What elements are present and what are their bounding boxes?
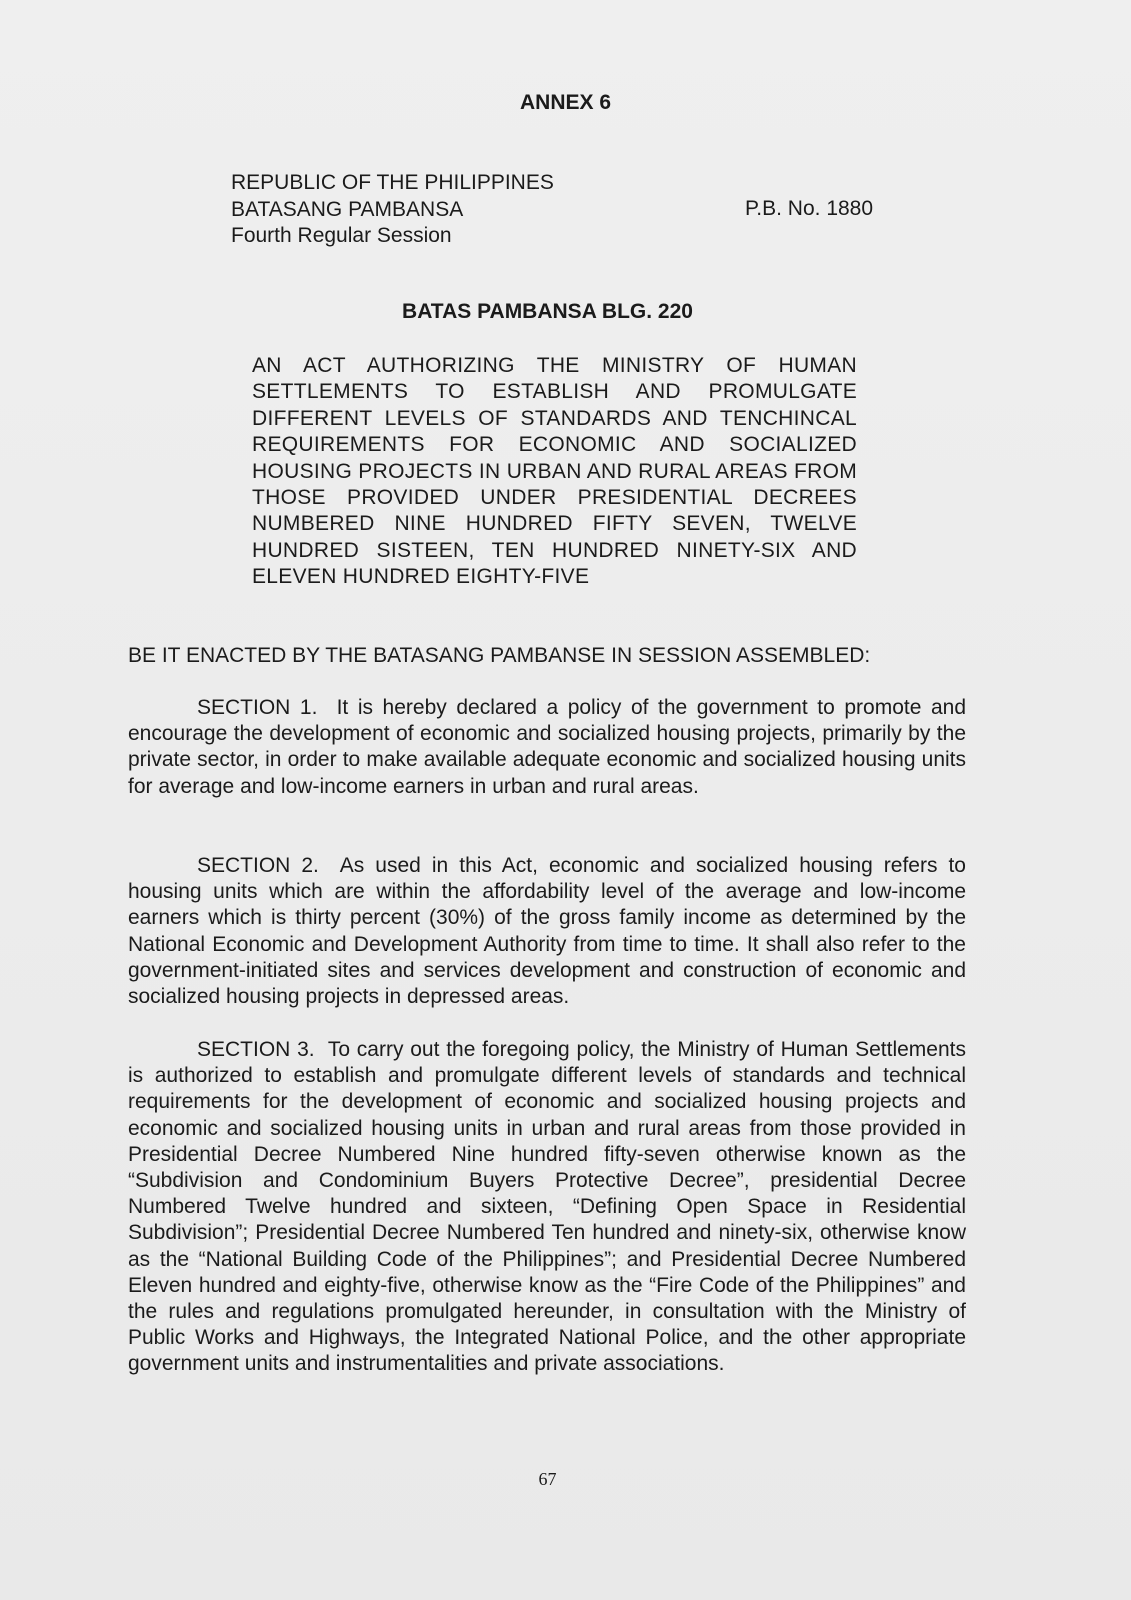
section-1 [128,695,966,800]
section-heading: SECTION 3. [197,1038,315,1061]
page-number: 67 [538,1469,557,1489]
section-3 [128,1037,966,1378]
section-text: It is hereby declared a policy of the government to promote and encourage the development of economic and socialized housing projects, primarily by the private sector, in order to make available adequate economic and socialized housing units for average and low-income earners in urban and rural areas. [128,696,966,798]
section-text: To carry out the foregoing policy, the Ministry of Human Settlements is authorized to establish and promulgate different levels of standards and technical requirements for the development of economic and socialized housing projects and economic and socialized housing units in urban and rural areas from those provided in Presidential Decree Numbered Nine hundred fifty-seven otherwise known as the “Subdivision and Condominium Buyers Protective Decree”, presidential Decree Numbered Twelve hundred and sixteen, “Defining Open Space in Residential Subdivision”; Presidential Decree Numbered Ten hundred and ninety-six, otherwise know as the “National Building Code of the Philippines”; and Presidential Decree Numbered Eleven hundred and eighty-five, otherwise know as the “Fire Code of the Philippines” and the rules and regulations promulgated hereunder, in consultation with the Ministry of Public Works and Highways, the Integrated National Police, and the other appropriate government units and instrumentalities and private associations. [128,1038,966,1376]
enacting-clause: BE IT ENACTED BY THE BATASANG PAMBANSE IN SESSION ASSEMBLED: [128,644,871,667]
act-description: AN ACT AUTHORIZING THE MINISTRY OF HUMAN SETTLEMENTS TO ESTABLISH AND PROMULGATE DIFFERENT LEVELS OF STANDARDS AND TENCHINCAL REQUIREMENTS FOR ECONOMIC AND SOCIALIZED HOUSING PROJECTS IN URBAN AND RURAL AREAS FROM THOSE PROVIDED UNDER PRESIDENTIAL DECREES NUMBERED NINE HUNDRED FIFTY SEVEN, TWELVE HUNDRED SISTEEN, TEN HUNDRED NINETY-SIX AND ELEVEN HUNDRED EIGHTY-FIVE [252,354,857,589]
section-2 [128,853,966,1010]
header-session: Fourth Regular Session [231,224,452,247]
issuing-body-header [231,170,554,250]
header-legislature: BATASANG PAMBANSA [231,197,464,221]
header-republic: REPUBLIC OF THE PHILIPPINES [231,171,554,194]
annex-label: ANNEX 6 [519,91,612,114]
bill-number: P.B. No. 1880 [745,197,874,220]
section-text: As used in this Act, economic and socialized housing refers to housing units which are within the affordability level of the average and low-income earners which is thirty percent (30%) of the gross family income as determined by the National Economic and Development Authority from time to time. It shall also refer to the government-initiated sites and services development and construction of economic and socialized housing projects in depressed areas. [128,854,966,1009]
section-heading: SECTION 1. [197,696,318,719]
section-heading: SECTION 2. [197,854,319,877]
act-title: BATAS PAMBANSA BLG. 220 [402,300,693,323]
